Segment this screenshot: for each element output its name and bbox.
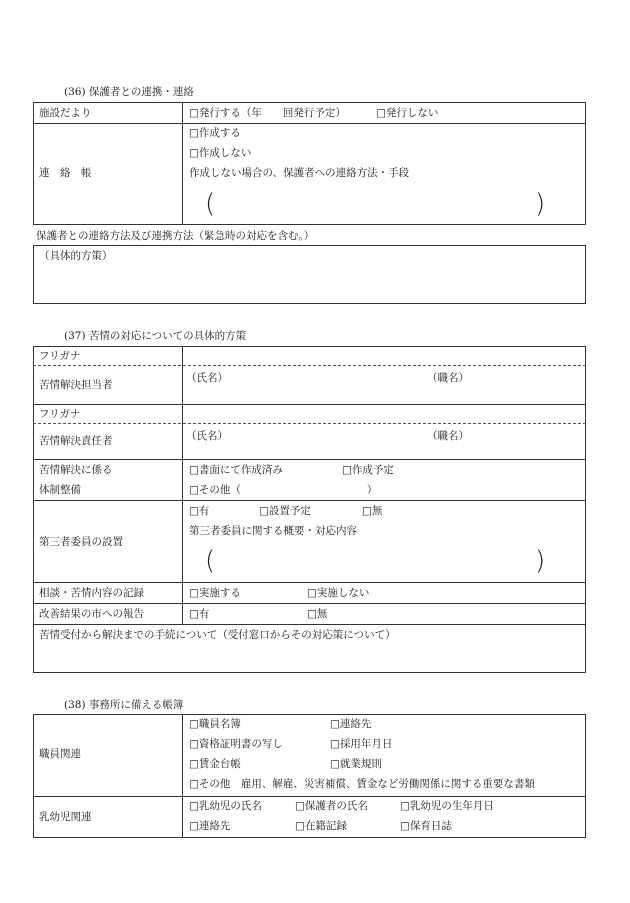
infant-name-checkbox[interactable]: □乳幼児の氏名 [189, 800, 262, 812]
complaint-responsible-label: 苦情解決責任者 [39, 435, 113, 447]
third-party-label: 第三者委員の設置 [39, 536, 123, 548]
planned-checkbox[interactable]: □作成予定 [342, 464, 394, 476]
responsible-furigana-input[interactable] [184, 405, 584, 422]
notebook-alternative-note: 作成しない場合の、保護者への連絡方法・手段 [189, 167, 410, 179]
section-38-heading: (38) 事務所に備える帳簿 [64, 699, 184, 711]
care-diary-checkbox[interactable]: □保育日誌 [400, 820, 452, 832]
record-not-implement-checkbox[interactable]: □実施しない [307, 587, 370, 599]
record-implement-checkbox[interactable]: □実施する [189, 587, 241, 599]
section-37-heading: (37) 苦情の対応についての具体的方策 [64, 330, 247, 342]
staff-contact-checkbox[interactable]: □連絡先 [330, 718, 372, 730]
furigana-label-2: フリガナ [39, 408, 81, 420]
responsible-name-label: （氏名） [186, 430, 228, 442]
manager-furigana-input[interactable] [184, 347, 584, 364]
notebook-not-create-checkbox[interactable]: □作成しない [189, 147, 252, 159]
guardian-name-checkbox[interactable]: □保護者の氏名 [295, 800, 368, 812]
report-no-checkbox[interactable]: □無 [307, 608, 328, 620]
section-36-heading: (36) 保護者との連携・連絡 [64, 86, 194, 98]
third-party-detail-input[interactable] [225, 547, 530, 575]
infant-contact-checkbox[interactable]: □連絡先 [189, 820, 231, 832]
hire-date-checkbox[interactable]: □採用年月日 [330, 738, 393, 750]
system-label-line2: 体制整備 [39, 484, 81, 496]
notebook-alternative-input[interactable] [225, 190, 530, 218]
procedure-input[interactable] [34, 645, 585, 672]
newsletter-no-issue-checkbox[interactable]: □発行しない [376, 107, 439, 119]
manager-name-label: （氏名） [186, 372, 228, 384]
close-paren: ) [535, 189, 546, 219]
infant-related-label: 乳幼児関連 [39, 811, 92, 823]
staff-related-label: 職員関連 [39, 748, 81, 760]
enrollment-record-checkbox[interactable]: □在籍記録 [295, 820, 347, 832]
staff-roster-checkbox[interactable]: □職員名簿 [189, 718, 241, 730]
report-yes-checkbox[interactable]: □有 [189, 608, 210, 620]
work-rules-checkbox[interactable]: □就業規則 [330, 758, 382, 770]
procedure-label: 苦情受付から解決までの手続について（受付窓口からその対応策について） [39, 629, 396, 641]
furigana-label-1: フリガナ [39, 350, 81, 362]
third-party-planned-checkbox[interactable]: □設置予定 [259, 505, 311, 517]
other-checkbox[interactable]: □その他（ ） [189, 484, 378, 496]
close-paren: ) [535, 546, 546, 576]
documented-checkbox[interactable]: □書面にて作成済み [189, 464, 283, 476]
newsletter-issue-checkbox[interactable]: □発行する（年 回発行予定） [189, 107, 346, 119]
contact-method-box[interactable] [33, 245, 586, 304]
contact-method-title: 保護者との連絡方法及び連携方法（緊急時の対応を含む。） [36, 230, 315, 242]
contact-method-label: （具体的方策） [39, 250, 113, 262]
contact-notebook-label: 連 絡 帳 [39, 167, 92, 179]
manager-job-label: （職名） [427, 372, 469, 384]
open-paren: ( [205, 546, 216, 576]
third-party-yes-checkbox[interactable]: □有 [189, 505, 210, 517]
open-paren: ( [205, 189, 216, 219]
complaint-manager-label: 苦情解決担当者 [39, 379, 113, 391]
responsible-job-label: （職名） [427, 430, 469, 442]
newsletter-label: 施設だより [39, 107, 92, 119]
qualification-copy-checkbox[interactable]: □資格証明書の写し [189, 738, 283, 750]
notebook-create-checkbox[interactable]: □作成する [189, 127, 241, 139]
report-label: 改善結果の市への報告 [39, 608, 144, 620]
third-party-no-checkbox[interactable]: □無 [362, 505, 383, 517]
record-label: 相談・苦情内容の記録 [39, 587, 144, 599]
wage-ledger-checkbox[interactable]: □賃金台帳 [189, 758, 241, 770]
system-label-line1: 苦情解決に係る [39, 464, 113, 476]
third-party-note: 第三者委員に関する概要・対応内容 [189, 525, 357, 537]
infant-birthdate-checkbox[interactable]: □乳幼児の生年月日 [400, 800, 494, 812]
staff-other-checkbox[interactable]: □その他 雇用、解雇、災害補償、賃金など労働関係に関する重要な書類 [189, 778, 535, 790]
